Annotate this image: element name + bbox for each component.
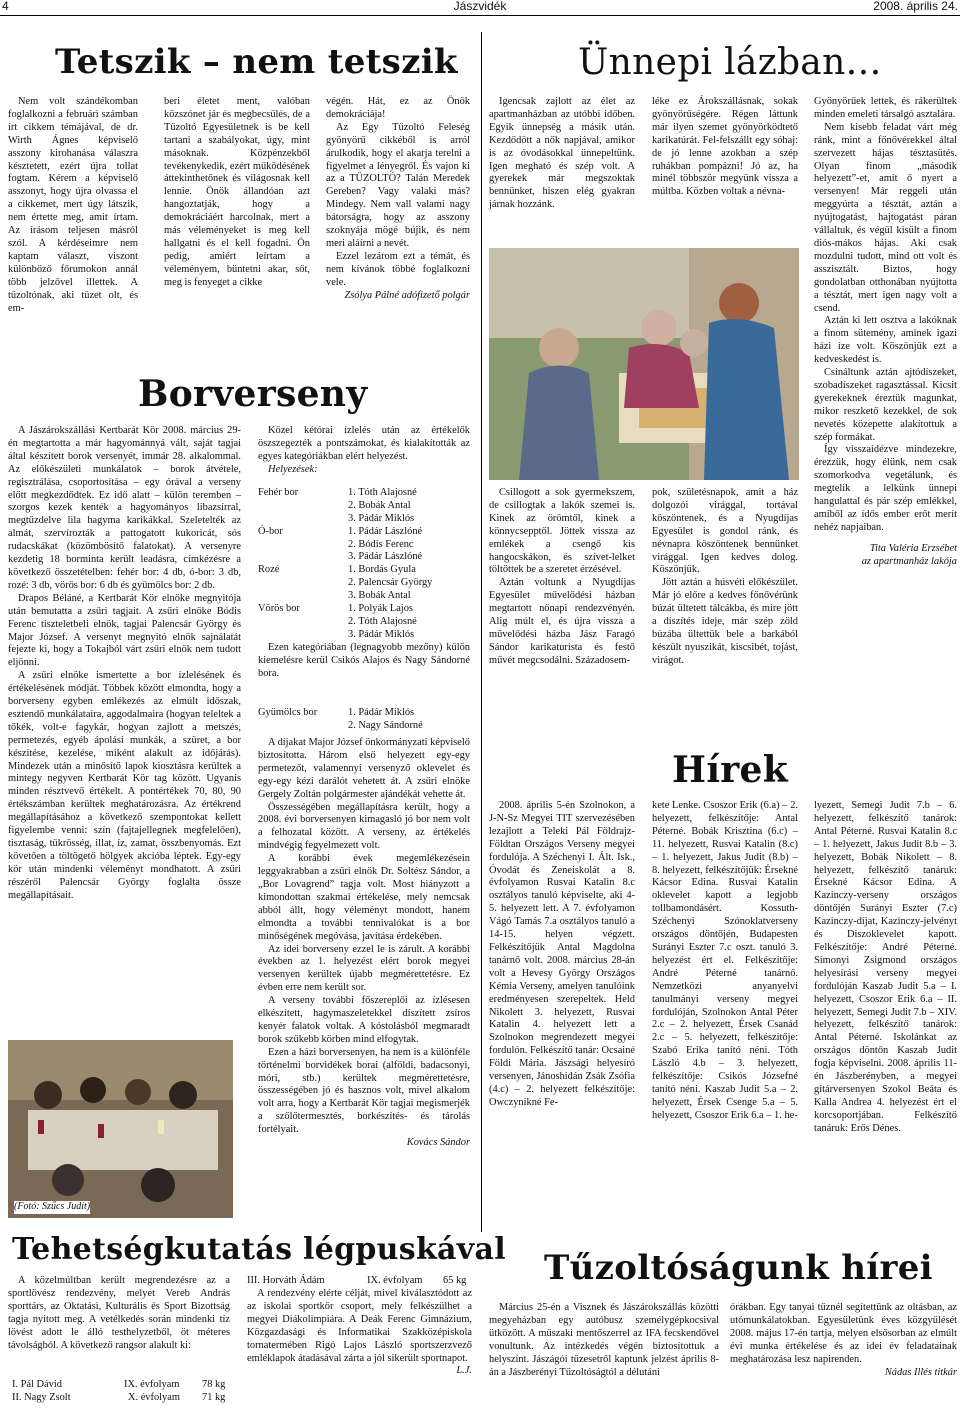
shooting-grade: IX. évfolyam (124, 1379, 180, 1390)
result-row (258, 577, 470, 590)
result-row (258, 616, 470, 629)
shooting-place: III. Horváth Ádám (247, 1275, 325, 1286)
unnepi-text-3b: Nem kisebb feladat várt még ránk, mint a főnővérekkel által szervezett hájas tésztasütés. Olyan finom „második helyezett”-et, amit ő nyert a versenyen! Már reggeli után meggyúrta a tésztát, aztán a nyújtogatást, hajtogatást páran vállaltuk, és végül kisült a finom diós-mákos hájas. Aki csak mozdulni tudott, mind ott volt és asszisztált. Biztos, hogy gondolatban otthonában nyújtotta a tésztát, mert igen nagy volt a csend. (814, 121, 957, 314)
result-entry: 2. Bobák Antal (348, 499, 411, 511)
fruit-wine-results (258, 707, 470, 733)
baking-photo (489, 248, 799, 480)
unnepi-text-3c: Aztán ki lett osztva a lakóknak a finom sütemény, aminek igazi házi íze volt. Köszönjük ezt a kedveskedést is. (814, 315, 957, 366)
hirek-col1 (489, 800, 635, 1110)
tuzolto-signature: Nádas Illés titkár (884, 1366, 957, 1378)
unnepi-signature: Tita Valéria Erzsébet (869, 542, 957, 554)
unnepi-text-2: léke ez Árokszállásnak, sokak gyönyörűségére. Régen láttunk már ilyen szemet gyönyörködtető karikatúrát. Fel-felszállt egy sóhaj: de jó lenne azokban a szép ruhákban pompázni! Jó az, ha minél többször megyünk vissza a múltba. Közben voltak a névna- (652, 96, 798, 198)
borverseny-right-after (258, 737, 470, 1150)
borverseny-right-p1: A díjakat Major József önkormányzati képviselő biztosította. Három első helyezett egy-egy permetezőt, valamennyi versenyző oklevelet és egy-egy kézi darálót vehetett át. A zsűri elnöke Gergely Zoltán polgármester ajándékát vehette át. (258, 737, 470, 800)
result-category: Gyümölcs bor (258, 707, 318, 718)
shooting-grade: X. évfolyam (128, 1392, 180, 1403)
result-entry: 2. Nagy Sándorné (348, 719, 423, 731)
tetszik-text-3a: végén. Hát, ez az Önök demokráciája! (326, 96, 470, 120)
shooting-place: II. Nagy Zsolt (12, 1392, 71, 1403)
tuzolto-col2 (730, 1302, 957, 1379)
baking-photo-image (489, 248, 799, 480)
result-entry: 1. Bordás Gyula (348, 564, 416, 576)
page-number: 4 (2, 0, 9, 13)
tuzolto-text-2: órákban. Egy tanyai tűznél segítettünk az oltásban, az utómunkálatokban. Egyesületünk éves közgyűlését 2008. május 17-én tartja, melyen elsősorban az elmúlt évi munka értékelése és az idei év feladatainak meghatározása lesz napirenden. (730, 1302, 957, 1365)
wine-tasting-photo (8, 1040, 233, 1218)
tetszik-text-2: beri életet ment, valóban közszónet jár és megbecsülés, de a Tűzoltó Egyesületnek is be kell tartani a szabályokat, úgy, mint másoknak. Közpénzekből tevékenykedik, ezért működésének áttekinthetőnek és világosnak kell lennie. Önök állandóan azt hangoztatják, hogy a demokráciáért harcolnak, mert a más véleményeket is meg kell hallgatni és el kell fogadni. Ön pedig, amiért leírtam a véleményem, büntetni akar, sőt, meg is fenyeget a cikke (164, 96, 310, 288)
unnepi-text-3d: Csináltunk aztán ajtódíszeket, szobadíszeket ragasztással. Kicsit gyerekeknek éreztük magunkat, mikor reszkető kezekkel, de sok nevetés közepette alakítottuk a szép formákat. (814, 367, 957, 443)
unnepi-signature-role: az apartmanház lakója (861, 555, 957, 567)
shooting-score: 71 kg (202, 1392, 226, 1403)
borverseny-signature: Kovács Sándor (406, 1137, 470, 1149)
unnepi-lower-1a: Csillogott a sok gyermekszem, de csillogtak a lakók szemei is. Kinek az örömtől, kinek a könnycsepptől. Jöttek vissza az emlékek a csengő kis hangocskákon, és szívet-lelket töltöttek be a szeretet érzésével. (489, 487, 635, 576)
tuzolto-text-1: Március 25-én a Visznek és Jászárokszállás közötti megyeházban egy autóbusz személygépkocsival ütközött. A műszaki mentőszerrel az IFA fecskendővel vonultunk. Az intézkedés végén biztosítottuk a helyszínt. Jászágói tűzesetről kaptunk jelzést április 8-án a Jászberényi Tűzoltóságtól a délutáni (489, 1302, 719, 1378)
result-entry: 1. Polyák Lajos (348, 603, 413, 615)
borverseny-right-p6: Ezen a házi borversenyen, ha nem is a különféle történelmi borvidékek borai (alföldi, badacsonyi, móri, stb.) kerültek megmérettetésre, összességében jó és hasznos volt, mivel alkalom volt arra, hogy a Kertbarát Kör tagjai megismerjék a szőlőtermesztés, borkészítés- és tárolás fortélyait. (258, 1046, 470, 1136)
borverseny-mid-text: Ezen kategóriában (legnagyobb mezőny) külön kiemelésre kerül Csikós Alajos és Nagy Sándorné bora. (258, 642, 470, 679)
hirek-col2 (652, 800, 798, 1123)
photo-caption: (Fotó: Szűcs Judit) (14, 1201, 91, 1213)
tetszik-text-3c: Ezzel lezárom ezt a témát, és nem kívánok többé foglalkozni vele. (326, 250, 470, 288)
borverseny-right-intro: Közel kétórai ízlelés után az értékelők öszszegezték a pontszámokat, és kialakították az egyes kategóriákban elért helyezést. (258, 425, 470, 462)
result-category: Fehér bor (258, 487, 299, 498)
result-category: Rozé (258, 564, 280, 576)
result-row (258, 526, 470, 539)
column-divider (481, 32, 482, 1232)
unnepi-lower-col1 (489, 487, 635, 668)
result-row (258, 707, 470, 720)
tehetseg-left-text: A közelmúltban került megrendezésre az a sportlövész rendezvény, melyet Vereb András sporttárs, az Oktatási, Kulturális és Sport Bizottság tagja nyitott meg. A vetélkedés során mindenki tíz lövést adott le álló testhelyzetből, öt méteres távolságból. A következő rangsor alakult ki: (8, 1275, 230, 1351)
hirek-text-2: kete Lenke. Csoszor Erik (6.a) – 2. helyezett, felkészítője: Antal Péterné. Bobák Krisztina (6.c) – 11. helyezett, Rusvai Katalin (8.c) – 1. helyezett, Jakus Judit (8.b) – 8. helyezett, felkészítőjük: Érsekné Kácsor Edina. Rusvai Katalin oklevelet kapott a legjobb tollbamondásért. Kossuth-Széchenyi Szónoklatverseny országos döntőjén, Budapesten Surányi Eszter 7.c oszt. tanuló 3. helyezést ért el. Felkészítője: André Péterné tanárnő. Nemzetközi anyanyelvi tanulmányi verseny megyei fordulóján, Szolnokon Antal Péter 2.c – 2. helyezett, Érsek Csanád 2.c – 5. helyezett, felkészítője: Szabó Erika tanító néni. Tóth László 4.b – 3. helyezett, felkészítője: Csikós Józsefné tanító néni. Kaszab Judit 5.a – 2. helyezett, Érsek Csenge 5.a – 5. helyezett, Csoszor Erik 6.a – 1. he- (652, 800, 798, 1121)
tetszik-text-1: Nem volt szándékomban foglalkozni a februári számban írt cikkem témájával, de dr. Wirth Ágnes képviselő asszony kirohanása válaszra késztetett, ezért újra tollat fogtam. Kérem a képviselő asszonyt, hogy újra olvassa el a cikkemet, mert úgy látszik, nem értette meg, amit írtam. Az írásom teljesen másról szól. A kérdéseimre nem kaptam választ, viszont különböző főrumokon annál több jelzővel illettek. A tűzoltónak, aki tüzet olt, és em- (8, 96, 138, 314)
tehetseg-right-col (247, 1288, 472, 1378)
wine-tasting-photo-image (8, 1040, 233, 1218)
header-rule (0, 15, 960, 16)
result-row (258, 603, 470, 616)
result-entry: 3. Pádár Miklós (348, 512, 415, 524)
borverseny-right-p3: A korábbi évek megemlékezésein leggyakrabban a zsűri elnök Dr. Soltész Sándor, a „Bor Lovagrend” tagja volt. Most hiányzott a kimondottan szakmai értékelése, mely nemcsak abból állt, hogy véleményt mondott, hanem elmondta a további tennivalókat is a bor minőségének megóvása, javítása érdekében. (258, 853, 470, 942)
unnepi-lower-2b: Jött aztán a húsvéti előkészület. Már jó előre a kedves főnővérünk búzát ültetett tálcákba, és mire jött a díszítés ideje, már szép zöld búzába ültettük bele a barkából készült nyuszikát, kiscsibét, tojást, virágot. (652, 577, 798, 666)
borverseny-left-col (8, 425, 241, 903)
shooting-score: 78 kg (202, 1379, 226, 1390)
shooting-score: 65 kg (443, 1275, 467, 1286)
result-row (258, 551, 470, 564)
article-title-tuzolto: Tűzoltóságunk hírei (544, 1248, 933, 1288)
tetszik-signature: Zsólya Pálné adófizető polgár (344, 289, 470, 301)
hirek-text-3: lyezett, Semegi Judit 7.b – 6. helyezett, felkészítő tanárok: Antal Péterné. Rusvai Katalin 8.c – 1. helyezett, Jakus Judit 8.b – 3. helyezett, Bobák Nikolett – 8. helyezett, felkészítő tanáruk: Érsekné Kácsor Edina. A Kazinczy-verseny országos döntőjén Surányi Eszter (7.c) Kazinczy-díjat, Kazinczy-jelvényt és Diszoklevelet kapott. Felkészítője: André Péterné. Simonyi Zsigmond országos helyesírási verseny megyei fordulóján Kaszab Judit 5.a – I. helyezett, Csoszor Erik 6.a – II. helyezett, Semegi Judit 7.b – XIV. helyezett, felkészítő tanárok: Antal Péterné. Iskolánkat az országos döntőn Kaszab Judit fogja képviselni. 2008. április 11-én Jászberényben, a megyei gitárversenyen Szokol Beáta és Kalla Andrea 4. helyezést ért el korcsoportjában. Felkészítő tanáruk: Erős Dénes. (814, 800, 957, 1134)
shooting-place: I. Pál Dávid (12, 1379, 62, 1390)
article-title-tetszik: Tetszik – nem tetszik (55, 42, 458, 82)
tehetseg-signature: L.J. (456, 1365, 472, 1377)
result-entry: 1. Pádár Lászlóné (348, 525, 423, 537)
result-entry: 1. Tóth Alajosné (348, 487, 417, 498)
shooting-row (247, 1275, 472, 1288)
borverseny-right-p5: A verseny további főszereplői az ízlésesen elkészített, hagymaszeletekkel díszített zsíros kenyér falatok voltak. A kóstolásból megmaradt borok szűkebb körben mind elfogytak. (258, 995, 470, 1045)
unnepi-lower-1b: Aztán voltunk a Nyugdíjas Egyesület művelődési házban megtartott nőnapi rendezvényén. Alig múlt el, és újra vissza a művelődési házba Jász Faragó Sándor karikaturista és festő művét megcsodálni. Századosem- (489, 577, 635, 666)
result-entry: 2. Tóth Alajosné (348, 615, 417, 627)
tetszik-text-3b: Az Egy Tűzoltó Feleség gyönyörű cikkéből is arról árulkodik, hogy el akarja terelni a figyelmet a lényegről. És vajon ki az a TŰZOLTÓ? Talán Meredek Gereben? Vagy valaki más? Mindegy. Nem vall valami nagy bátorságra, hogy az asszony szoknyája mögé bújik, és nem meri aláírni a nevét. (326, 121, 470, 249)
borverseny-mid (258, 642, 470, 681)
unnepi-lower-col2 (652, 487, 798, 668)
unnepi-lower-2a: pok, születésnapok, amit a ház dolgozói virággal, tortával köszöntenek, és a Nyugdíjas Egyesület is gondol ránk, és névnapra köszöntenek bennünket virággal. Igen kedves dolog. Köszönjük. (652, 487, 798, 576)
borverseny-left-p2: Drapos Béláné, a Kertbarát Kör elnöke megnyitója után bemutatta a zsűri tagjait. A zsűri elnöke Bódis Ferenc tiszteletbeli elnök, tagjai Palencsár György és Major József. A versenyt megnyitó elnök sajnálatát fejezte ki, hogy a Tokajból várt zsűri elnök nem tudott eljönni. (8, 592, 241, 669)
result-row (258, 500, 470, 513)
wine-results (258, 487, 470, 642)
unnepi-text-3a: Gyönyörűek lettek, és rákerültek minden emeleti társalgó asztalára. (814, 96, 957, 120)
result-category: Vörös bor (258, 603, 300, 615)
result-entry: 1. Pádár Miklós (348, 707, 415, 718)
newspaper-title: Jászvidék (453, 0, 507, 13)
hirek-col3 (814, 800, 957, 1136)
hirek-text-1: 2008. április 5-én Szolnokon, a J-N-Sz Megyei TIT szervezésében lezajlott a Teleki Pál Földrajz-Földtan Országos Verseny megyei fordulója. A Széchenyi I. Ált. Isk., Óvodát és Zeneiskolát a 8. évfolyamon Rusvai Katalin 8.c osztályos tanuló képviselte, aki 4-5. helyezett lett. A 7. évfolyamon Vágó Tamás 7.a osztályos tanuló a 14-15. helyen végzett. Felkészítőjük Antal Magdolna tanárnő volt. 2008. március 28-án volt a Hevesy György Országos Kémia Verseny, amelyen tanulóink eredményesen szerepeltek. Held Nikolett 3. helyezett, Rusvai Katalin 4. helyezett lett a Szolnokon megrendezett megyei fordulón. Felkészítő tanár: Ocsainé Földi Mária. Jászsági helyesíró versenyen, Jánoshidán Zsák Zsófia (4.c) – 2. helyezett felkészítője: Owczynikné Fe- (489, 800, 636, 1108)
article-title-tehetseg: Tehetségkutatás légpuskával (12, 1232, 506, 1267)
tetszik-col1 (8, 96, 138, 315)
tehetseg-right-text: A rendezvény elérte célját, mivel kiválasztódott az az iskolai sportkör csoport, mely felkészülhet a megyei Diákolimpiára. A Deák Ferenc Gimnázium, Közgazdasági és Informatikai Szakközépiskola tornatermében Rigó Lajos László sportszerzvező emléklapok átadásával zárta a jól sikerült sportnapot. (247, 1288, 472, 1364)
result-entry: 2. Bódis Ferenc (348, 538, 414, 550)
borverseny-right-p4: Az idei borverseny ezzel le is zárult. A korábbi években az 1. helyezést elért borok megyei versenyen kerültek újabb megmérettetésre. Ez évben erre nem került sor. (258, 943, 470, 994)
borverseny-right-col (258, 425, 470, 477)
result-entry: 2. Palencsár György (348, 577, 433, 589)
unnepi-col3 (814, 96, 957, 569)
shooting-results-cont (247, 1275, 472, 1288)
borverseny-left-p3: A zsűri elnöke ismertette a bor ízlelésének és értékelésének módját. Többek között elmondta, hogy a borverseny egyben emlékezés az elmúlt időszak, esztendő munkálataira, aggodalmaira (hogyan teleltek a tőkék, volt-e fagykár, hogyan zajlott a metszés, permetezés, egyéb ápolási munkák, a szüret, a bor készítése, kezelése, miként alakult az időjárás). Mindezek után a minősítő lapok kiosztásra kerültek a mintegy negyven Kertbarát Kör tag között. Ugyanis minden résztvevő értékelt. A pontértékek 70, 80, 90 értékszámban kerültek meghatározásra. Az értékrend megállapításához a következő szempontokat kellett figyelembe venni: szín (fajtajellegnek megfelelően), tisztaság, tükrösség, illat, íz, zamat, összbenyomás. Ezt követően a töltögető hölgyek akcióba léptek. Egy-egy kör után mindenki véleményt mondhatott. A zsűri részéről Palencsár György foglalta össze megállapításait. (8, 670, 241, 901)
page-header (0, 0, 960, 16)
result-entry: 3. Pádár Lászlóné (348, 551, 423, 563)
tetszik-col2 (164, 96, 310, 290)
result-row (258, 539, 470, 552)
result-row (258, 564, 470, 577)
borverseny-right-p2: Összességében megállapításra került, hogy a 2008. évi borversenyen kimagasló jó bor nem volt a felhozatal között. A verseny, az értékelés mindvégig fegyelmezett volt. (258, 801, 470, 852)
result-row (258, 590, 470, 603)
shooting-row (12, 1379, 242, 1392)
result-row (258, 487, 470, 500)
placements-label: Helyezések: (268, 463, 318, 475)
article-title-hirek: Hírek (672, 749, 789, 791)
tuzolto-col1 (489, 1302, 719, 1379)
tetszik-col3 (326, 96, 470, 303)
issue-date: 2008. április 24. (873, 0, 958, 13)
unnepi-text-3e: Így visszaidézve mindezekre, érezzük, hogy élünk, nem csak szomorkodva vegetálunk, és megtelik a lelkünk ünnepi hangulattal és pár szép emlékkel, amiből az idős ember erőt merít nehéz napjaiban. (814, 444, 957, 533)
tehetseg-left-col (8, 1275, 230, 1352)
article-title-borverseny: Borverseny (138, 373, 368, 415)
unnepi-col2 (652, 96, 798, 199)
article-title-unnepi: Ünnepi lázban… (578, 42, 882, 83)
shooting-grade: IX. évfolyam (367, 1275, 423, 1286)
result-row (258, 513, 470, 526)
unnepi-col1 (489, 96, 635, 212)
result-entry: 3. Pádár Miklós (348, 628, 415, 640)
result-entry: 3. Bobák Antal (348, 590, 411, 602)
unnepi-text-1: Igencsak zajlott az élet az apartmanházban az utóbbi időben. Egyik ünnepség a másik után. Kezdődött a nők napjával, amikor is az óvodásokkal ünnepeltünk. Igen megható és szép volt. A gyerekek már megszoktak bennünket, hiszen elég gyakran járnak hozzánk. (489, 96, 635, 211)
shooting-row (12, 1392, 242, 1405)
result-row (258, 629, 470, 642)
result-row (258, 720, 470, 733)
result-category: Ó-bor (258, 525, 283, 537)
borverseny-left-p1: A Jászárokszállási Kertbarát Kör 2008. március 29-én megtartotta a már hagyománnyá vált, saját tagjai által készített borok versenyét, immár 28. alkalommal. Az előkészületi munkálatok – borok átvétele, regisztrálása, csoportosítása – egy órával a verseny előtt megkezdődtek. Ez idő alatt – külön teremben – szorgos kezek kenték a hagyományos libazsírral, megtűzdelve lila hagyma karikákkal. Szeletelték az almát, szervírozták a pattogatott kukoricát, sós rudacskákat (közömbösítő falatokat). A versenyre kezdetig 18 borminta került leadásra, címkézésre a következő összetételben: fehér bor: 4 db, ó-bor: 3 db, rozé: 3 db, vörös bor: 6 db és gyümölcs bor: 2 db. (8, 425, 241, 591)
